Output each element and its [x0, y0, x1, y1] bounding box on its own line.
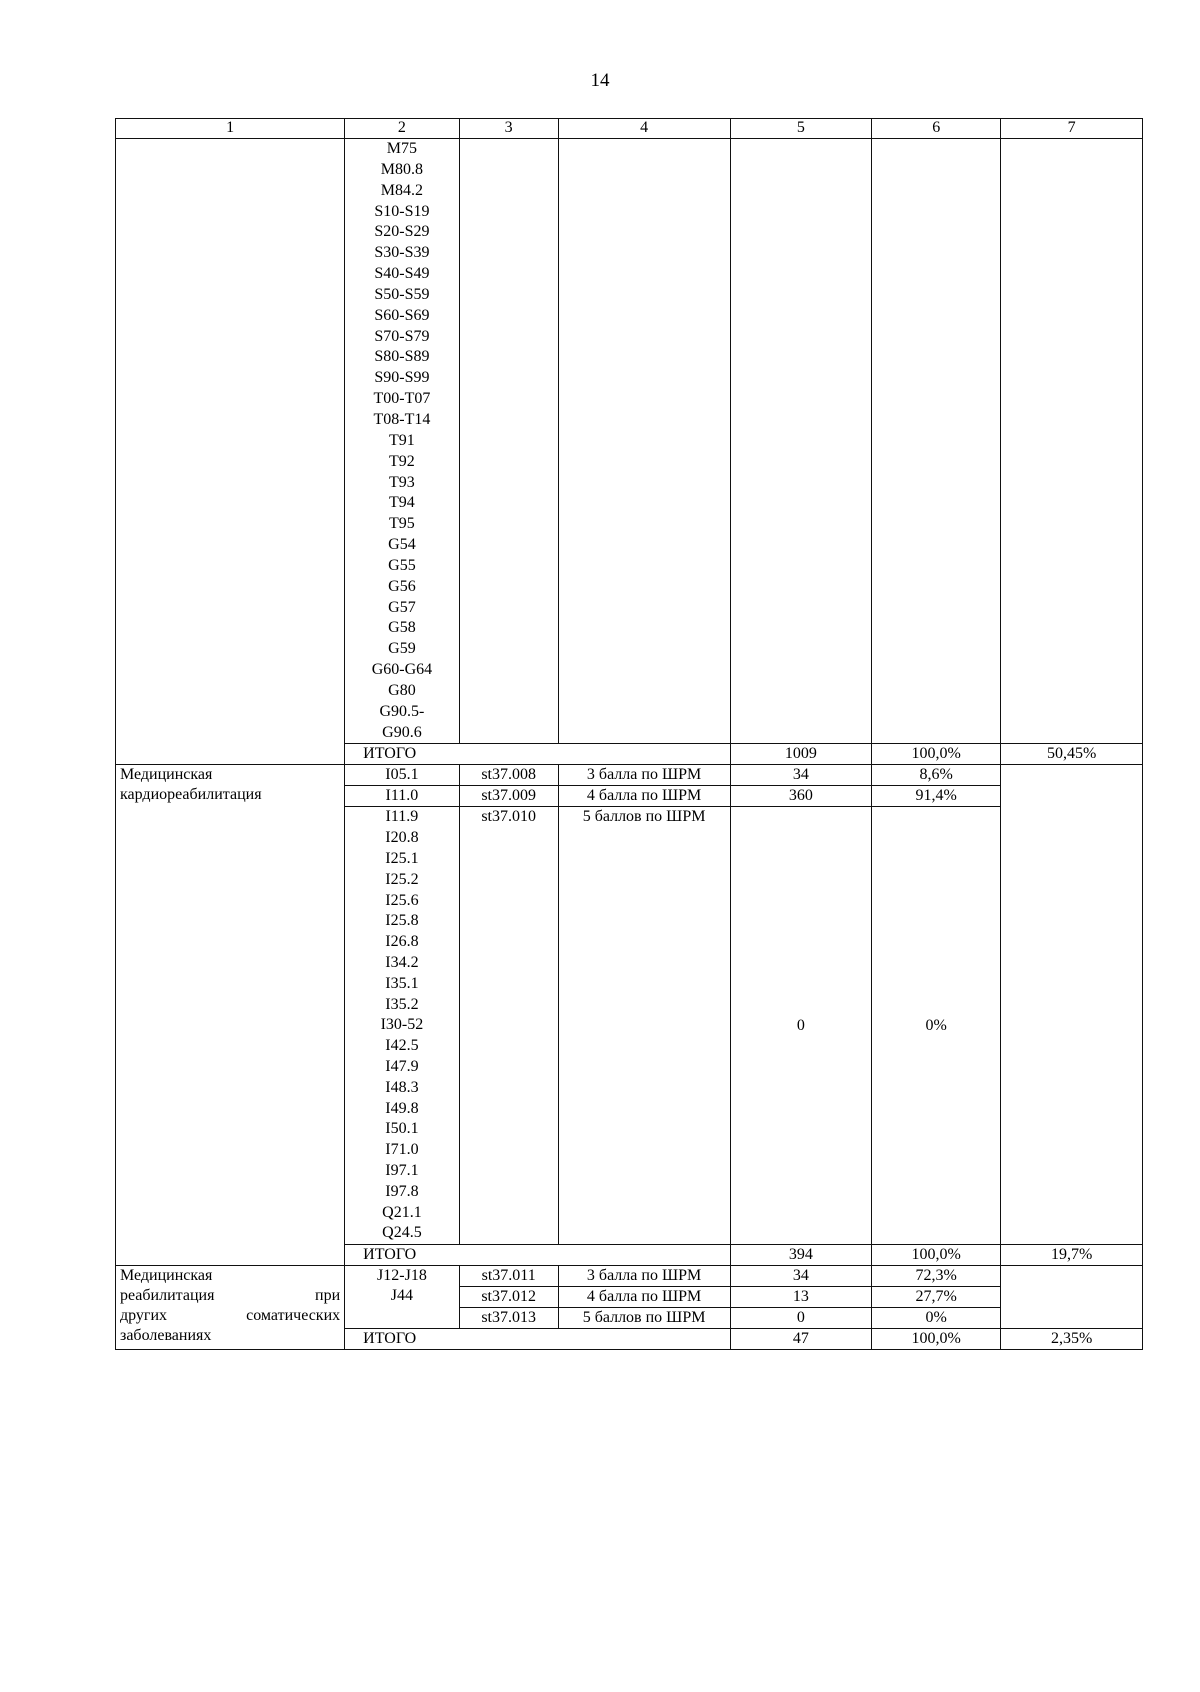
section2-name-line: Медицинская: [120, 766, 213, 784]
code-item: G56: [388, 577, 416, 595]
code-item: I34.2: [385, 954, 419, 972]
rehab-table: [115, 118, 1143, 1350]
code-item: I97.8: [385, 1182, 419, 1200]
section3-name-line: Медицинская: [120, 1267, 213, 1285]
ksg-cell: st37.011: [459, 1266, 558, 1287]
code-item: I35.2: [385, 995, 419, 1013]
ksg-cell: st37.013: [459, 1308, 558, 1329]
section3-name-word: других: [120, 1307, 168, 1325]
percent-cell: 0%: [872, 807, 1001, 1245]
code-item: M84.2: [380, 181, 424, 199]
total-percent: 100,0%: [872, 1329, 1001, 1350]
total-percent: 100,0%: [872, 1245, 1001, 1266]
code-item: G57: [388, 598, 416, 616]
ksg-cell: st37.009: [459, 786, 558, 807]
code-item: I26.8: [385, 933, 419, 951]
header-cell: 2: [345, 119, 460, 139]
code-item: T95: [389, 515, 415, 533]
total-count: 1009: [730, 744, 872, 765]
section3-name-line: заболеваниях: [120, 1327, 212, 1345]
total-label: ИТОГО: [345, 1329, 730, 1350]
percent-cell: 91,4%: [872, 786, 1001, 807]
section3-name-word: при: [315, 1287, 341, 1305]
code-item: I50.1: [385, 1120, 419, 1138]
total-share: 50,45%: [1001, 744, 1143, 765]
section2-name-line: кардиореабилитация: [120, 786, 262, 804]
count-cell: 0: [730, 807, 872, 1245]
code-item: I25.2: [385, 870, 419, 888]
code-item: S80-S89: [374, 348, 430, 366]
code-item: Q24.5: [382, 1224, 422, 1242]
code-item: G59: [388, 640, 416, 658]
code-cell: J44: [390, 1287, 414, 1305]
table-row: [116, 1266, 1143, 1287]
code-item: I49.8: [385, 1099, 419, 1117]
code-item: I11.9: [385, 808, 419, 826]
header-cell: 1: [116, 119, 345, 139]
code-item: G80: [388, 681, 416, 699]
code-item: T91: [389, 431, 415, 449]
count-cell: 13: [730, 1287, 872, 1308]
page-number: 14: [590, 70, 610, 91]
total-share: 19,7%: [1001, 1245, 1143, 1266]
table-row: [116, 765, 1143, 786]
total-count: 394: [730, 1245, 872, 1266]
desc-cell: 5 баллов по ШРМ: [558, 1308, 730, 1329]
code-item: M80.8: [380, 160, 424, 178]
code-item: G90.5-: [379, 702, 425, 720]
code-item: G55: [388, 556, 416, 574]
code-item: I25.6: [385, 891, 419, 909]
code-item: S60-S69: [374, 306, 430, 324]
section1-codes: [345, 139, 460, 744]
code-item: I47.9: [385, 1058, 419, 1076]
desc-cell: 4 балла по ШРМ: [558, 786, 730, 807]
code-item: I35.1: [385, 974, 419, 992]
code-item: T08-T14: [373, 410, 431, 428]
code-item: G90.6: [382, 723, 422, 741]
section2-codes: [345, 807, 460, 1245]
ksg-cell: st37.008: [459, 765, 558, 786]
code-item: S70-S79: [374, 327, 430, 345]
desc-cell: 3 балла по ШРМ: [558, 1266, 730, 1287]
total-label: ИТОГО: [345, 1245, 730, 1266]
code-item: S30-S39: [374, 244, 430, 262]
code-item: I97.1: [385, 1162, 419, 1180]
code-item: T92: [389, 452, 415, 470]
code-item: I20.8: [385, 829, 419, 847]
code-item: I42.5: [385, 1037, 419, 1055]
percent-cell: 72,3%: [872, 1266, 1001, 1287]
section1-name-cell: [116, 139, 345, 765]
section3-name-word: соматических: [246, 1307, 341, 1325]
code-item: I71.0: [385, 1141, 419, 1159]
code-item: G60-G64: [371, 661, 433, 679]
code-item: M75: [386, 140, 418, 157]
code-item: S90-S99: [374, 369, 430, 387]
header-row: [116, 119, 1143, 139]
section1-codes-row: [116, 139, 1143, 744]
code-item: G58: [388, 619, 416, 637]
header-cell: 6: [872, 119, 1001, 139]
code-item: Q21.1: [382, 1203, 422, 1221]
header-cell: 4: [558, 119, 730, 139]
count-cell: 34: [730, 1266, 872, 1287]
percent-cell: 8,6%: [872, 765, 1001, 786]
code-cell: I05.1: [345, 765, 460, 786]
code-item: S50-S59: [374, 285, 430, 303]
code-item: S40-S49: [374, 265, 430, 283]
count-cell: 0: [730, 1308, 872, 1329]
total-share: 2,35%: [1001, 1329, 1143, 1350]
share-cell-empty: [1001, 1266, 1143, 1329]
count-cell: 360: [730, 786, 872, 807]
percent-cell: 0%: [872, 1308, 1001, 1329]
code-cell: I11.0: [345, 786, 460, 807]
share-cell-empty: [1001, 765, 1143, 1245]
percent-cell: 27,7%: [872, 1287, 1001, 1308]
code-item: I25.1: [385, 850, 419, 868]
section3-name-word: реабилитация: [120, 1287, 215, 1305]
total-percent: 100,0%: [872, 744, 1001, 765]
code-item: T93: [389, 473, 415, 491]
section3-codes: [345, 1266, 460, 1329]
code-item: T94: [389, 494, 415, 512]
desc-cell: 4 балла по ШРМ: [558, 1287, 730, 1308]
code-item: T00-T07: [373, 390, 431, 408]
total-count: 47: [730, 1329, 872, 1350]
desc-cell: 5 баллов по ШРМ: [558, 807, 730, 1245]
code-item: G54: [388, 536, 416, 554]
code-item: I25.8: [385, 912, 419, 930]
section3-name-cell: [116, 1266, 345, 1350]
desc-cell: 3 балла по ШРМ: [558, 765, 730, 786]
section2-name-cell: [116, 765, 345, 1266]
count-cell: 34: [730, 765, 872, 786]
code-item: S10-S19: [374, 202, 430, 220]
header-cell: 5: [730, 119, 872, 139]
total-label: ИТОГО: [345, 744, 730, 765]
code-cell: J12-J18: [377, 1267, 427, 1285]
code-item: I48.3: [385, 1078, 419, 1096]
ksg-cell: st37.012: [459, 1287, 558, 1308]
code-item: S20-S29: [374, 223, 430, 241]
ksg-cell: st37.010: [459, 807, 558, 1245]
header-cell: 3: [459, 119, 558, 139]
header-cell: 7: [1001, 119, 1143, 139]
code-item: I30-52: [380, 1016, 424, 1034]
